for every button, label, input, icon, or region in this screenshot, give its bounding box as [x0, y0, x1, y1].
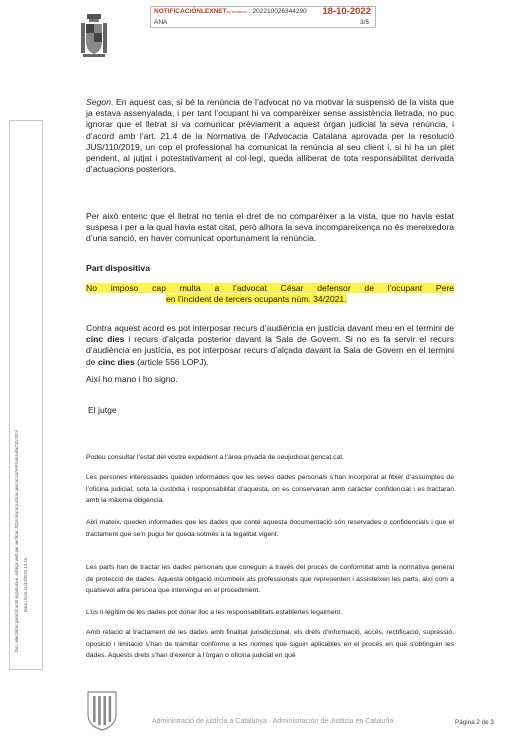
- notification-date: 18-10-2022: [322, 6, 371, 17]
- footer-page-number: Pàgina 2 de 3: [455, 719, 494, 726]
- paragraph-lead: Segon: [86, 97, 111, 107]
- generalitat-logo-icon: [86, 690, 118, 732]
- notification-page: 3/5: [359, 19, 369, 26]
- verification-stamp-date: Data i hora 11/10/2022 14:15: [23, 558, 28, 612]
- info-confidential: Així mateix, queden informades que les dades que conté aquesta documentació són reservades o confidencials i que el tractament que se’n pugui fer queda sotmès a la legalitat vigent.: [86, 519, 454, 538]
- paragraph-reasoning: Per això entenc que el lletrat no tenia el dret de no comparèixer a la vista, que no havia estat suspesa i per a la qual havia estat citat, però alhora la seva incompareixença no és mereixedora d’una sanció, en haver comunicat oportunament la renúncia.: [86, 211, 454, 244]
- info-illegitimate-use: L’ús il·legítim de les dades pot donar lloc a les responsabilitats establertes legalment.: [86, 609, 343, 616]
- coat-of-arms-icon: [80, 14, 108, 60]
- info-data-protection: Les parts han de tractar les dades personals que coneguin a través del procés de conformitat amb la normativa general de protecció de dades. Aquesta obligació incumbeix als professionals que representen i assisteixen les parts, així com a qualsevol altra persona que intervingui en el procediment.: [86, 564, 454, 595]
- closing-formula: Així ho mano i ho signo.: [86, 374, 178, 384]
- verification-stamp-text: Doc. electrònic garantit amb signatura-e. Adreça web per verificar: https://ejcat.justicia.gencat.cat/IAP/consultaCSV.html: [14, 430, 19, 652]
- notification-system: LEXNET: [200, 8, 227, 15]
- info-rights: Amb relació al tractament de les dades amb finalitat jurisdiccional, els drets d’informació, accés, rectificació, supressió, oposició i limitació s’han de tramitar conforme a les normes que siguin aplicables en el procés en què s’obtinguin les dades. Aquests drets s’han d’exercir a l’òrgan o oficina judicial en què: [86, 629, 454, 660]
- ruling-line-2: en l’incident de tercers ocupants núm. 34/2021.: [166, 294, 347, 305]
- paragraph-appeals: Contra aquest acord es pot interposar recurs d’audiència en justícia davant meu en el termini de cinc dies i recurs d’alçada posterior davant la Sala de Govern. Si no es fa servir el recurs d’audiència en justícia, es pot interposar recurs d’alçada davant la Sala de Govern en el termini de cinc dies (article 556 LOPJ).: [86, 323, 454, 367]
- notification-system-sub: by kmaleon: [226, 9, 248, 14]
- paragraph-segon: Segon. En aquest cas, si bé la renúncia de l’advocat no va motivar la suspensió de la vista que ja estava assenyalada, i per tant l’ocupant hi va comparèixer sense assistència lletrada, no puc ignorar que el lletrat sí va comunicar prèviament a aquest òrgan judicial la seva renúncia, i d’acord amb l’art. 21.4 de la Normativa de l’Advocacia Catalana aprovada per la resolució JUS/110/2019, un cop el professional ha comunicat la renúncia al seu client i, si hi ha un plet pendent, al jutjat i potestativament al col·legi, queda alliberat de tota responsabilitat derivada d’actuacions posteriors.: [86, 97, 454, 175]
- footer-institution: Administració de justícia a Catalunya · Administración de Justicia en Cataluña: [152, 718, 394, 725]
- notification-recipient: ANA: [154, 19, 168, 26]
- signature-label: El jutge: [88, 405, 117, 415]
- ruling-line-1: No imposo cap multa a l’advocat César defensor de l’ocupant Pere: [86, 283, 454, 293]
- highlighted-ruling: [86, 283, 454, 305]
- notification-number: : 202210026344290: [248, 8, 307, 15]
- section-heading: Part dispositiva: [86, 263, 150, 273]
- notification-box: [150, 6, 376, 28]
- notification-label: NOTIFICACIÓN: [154, 8, 201, 15]
- info-expedient: Podeu consultar l’estat del vostre expedient a l’àrea privada de seujudicial.gencat.cat.: [86, 454, 345, 461]
- notification-id-row: [154, 8, 307, 15]
- info-data-file: Les persones interessades queden informades que les seves dades personals s’han incorporat al fitxer d’assumptes de l’oficina judicial, sota la custòdia i responsabilitat d’aquesta, on es conservaran amb caràcter confidencial i es tractaran amb la màxima diligència.: [86, 474, 454, 505]
